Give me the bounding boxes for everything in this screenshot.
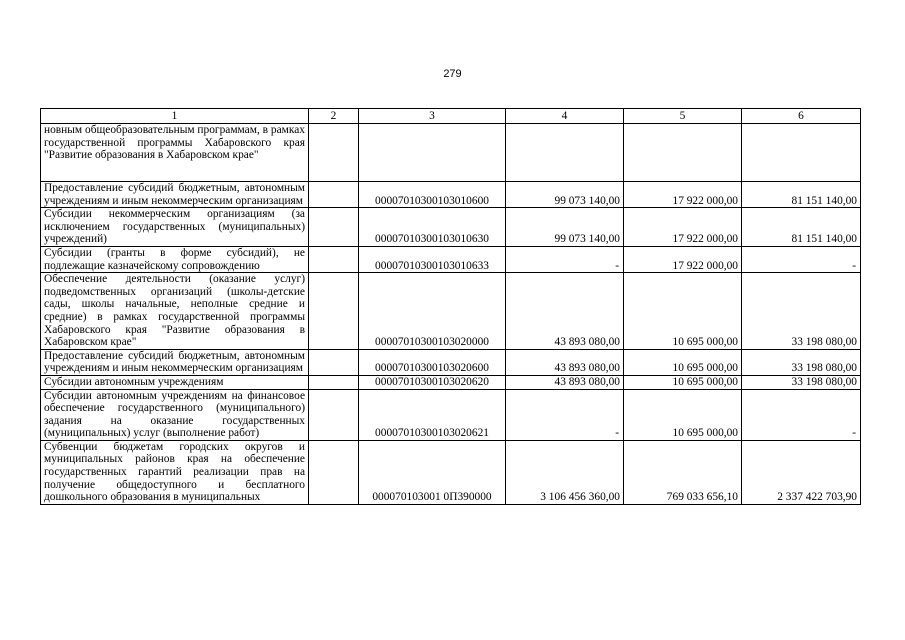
value-cell-4: 99 073 140,00 xyxy=(506,182,624,208)
value-cell-6: 81 151 140,00 xyxy=(742,182,861,208)
table-row xyxy=(41,375,861,389)
value-cell-5: 17 922 000,00 xyxy=(624,246,742,272)
value-cell-5: 10 695 000,00 xyxy=(624,273,742,350)
value-cell-4: 43 893 080,00 xyxy=(506,375,624,389)
column-header: 6 xyxy=(742,109,861,124)
row-name-cell: Субсидии автономным учреждениям на финансовое обеспечение государственного (муниципального) задания на оказание государственных (муниципальных) услуг (выполнение работ) xyxy=(41,389,309,440)
table-row xyxy=(41,389,861,440)
code-cell: 00007010300103010630 xyxy=(359,208,506,247)
row-name-cell: Субсидии некоммерческим организациям (за исключением государственных (муниципальных) учреждений) xyxy=(41,208,309,247)
value-cell-5: 10 695 000,00 xyxy=(624,349,742,375)
value-cell-6: - xyxy=(742,246,861,272)
table-row xyxy=(41,273,861,350)
table-row xyxy=(41,440,861,504)
col2-cell xyxy=(309,349,359,375)
code-cell xyxy=(359,124,506,182)
value-cell-6: 2 337 422 703,90 xyxy=(742,440,861,504)
value-cell-4: 3 106 456 360,00 xyxy=(506,440,624,504)
row-name-cell: Субсидии автономным учреждениям xyxy=(41,375,309,389)
col2-cell xyxy=(309,182,359,208)
page-number: 279 xyxy=(443,68,462,80)
value-cell-6: 33 198 080,00 xyxy=(742,375,861,389)
value-cell-6: 33 198 080,00 xyxy=(742,349,861,375)
column-header: 4 xyxy=(506,109,624,124)
value-cell-6 xyxy=(742,124,861,182)
column-header: 3 xyxy=(359,109,506,124)
row-name-cell: Субсидии (гранты в форме субсидий), не подлежащие казначейскому сопровождению xyxy=(41,246,309,272)
value-cell-4: - xyxy=(506,246,624,272)
value-cell-4: - xyxy=(506,389,624,440)
value-cell-5: 10 695 000,00 xyxy=(624,375,742,389)
code-cell: 00007010300103010600 xyxy=(359,182,506,208)
col2-cell xyxy=(309,440,359,504)
col2-cell xyxy=(309,273,359,350)
value-cell-4: 99 073 140,00 xyxy=(506,208,624,247)
code-cell: 000070103001 0П390000 xyxy=(359,440,506,504)
value-cell-6: 81 151 140,00 xyxy=(742,208,861,247)
col2-cell xyxy=(309,124,359,182)
value-cell-5 xyxy=(624,124,742,182)
code-cell: 00007010300103020621 xyxy=(359,389,506,440)
code-cell: 00007010300103020620 xyxy=(359,375,506,389)
table-row xyxy=(41,208,861,247)
col2-cell xyxy=(309,208,359,247)
value-cell-5: 17 922 000,00 xyxy=(624,182,742,208)
code-cell: 00007010300103020600 xyxy=(359,349,506,375)
value-cell-5: 10 695 000,00 xyxy=(624,389,742,440)
budget-table xyxy=(40,108,861,505)
value-cell-4: 43 893 080,00 xyxy=(506,273,624,350)
value-cell-5: 769 033 656,10 xyxy=(624,440,742,504)
code-cell: 00007010300103010633 xyxy=(359,246,506,272)
value-cell-5: 17 922 000,00 xyxy=(624,208,742,247)
value-cell-4: 43 893 080,00 xyxy=(506,349,624,375)
column-header: 1 xyxy=(41,109,309,124)
col2-cell xyxy=(309,389,359,440)
col2-cell xyxy=(309,246,359,272)
table-row xyxy=(41,349,861,375)
col2-cell xyxy=(309,375,359,389)
column-header: 5 xyxy=(624,109,742,124)
row-name-cell: Обеспечение деятельности (оказание услуг) подведомственных организаций (школы-детские сады, школы начальные, неполные средние и средние) в рамках государственной программы Хабаровского края "Развитие образования в Хабаровском крае" xyxy=(41,273,309,350)
row-name-cell: Предоставление субсидий бюджетным, автономным учреждениям и иным некоммерческим организациям xyxy=(41,182,309,208)
row-name-cell: новным общеобразовательным программам, в рамках государственной программы Хабаровского края "Развитие образования в Хабаровском крае" xyxy=(41,124,309,182)
value-cell-6: - xyxy=(742,389,861,440)
table-row xyxy=(41,182,861,208)
row-name-cell: Предоставление субсидий бюджетным, автономным учреждениям и иным некоммерческим организациям xyxy=(41,349,309,375)
table-row xyxy=(41,246,861,272)
value-cell-4 xyxy=(506,124,624,182)
code-cell: 00007010300103020000 xyxy=(359,273,506,350)
table-header-row xyxy=(41,109,861,124)
table-row xyxy=(41,124,861,182)
row-name-cell: Субвенции бюджетам городских округов и муниципальных районов края на обеспечение государственных гарантий реализации прав на получение общедоступного и бесплатного дошкольного образования в муниципальных xyxy=(41,440,309,504)
column-header: 2 xyxy=(309,109,359,124)
value-cell-6: 33 198 080,00 xyxy=(742,273,861,350)
